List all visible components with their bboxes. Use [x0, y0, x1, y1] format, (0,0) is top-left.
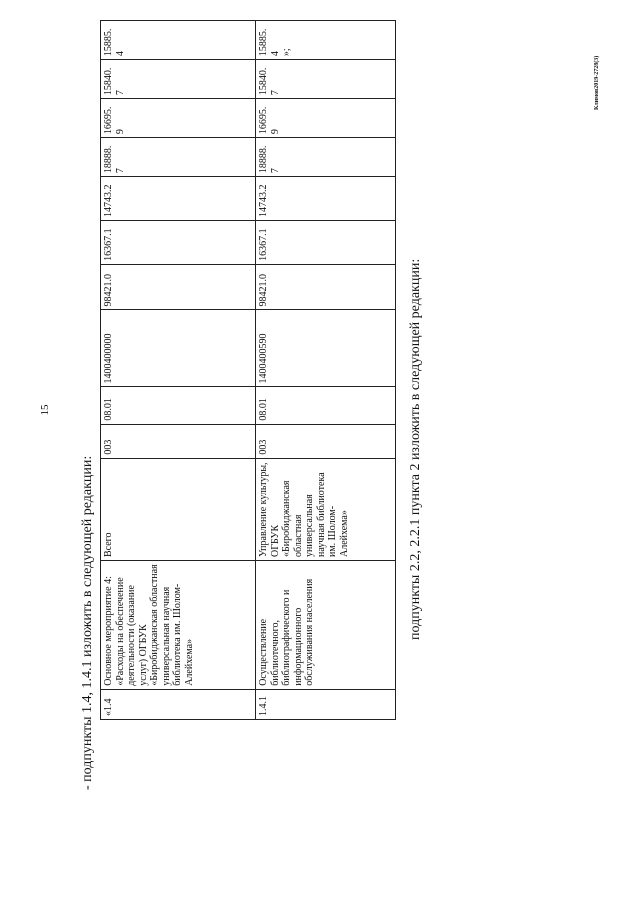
year-3-amount: 18888.7	[101, 138, 256, 177]
year-4-amount: 16695.9	[101, 99, 256, 138]
year-1-amount: 16367.1	[101, 221, 256, 265]
kcsr-code: 1400400000	[101, 310, 256, 387]
executor: Управление культуры, ОГБУК «Биробиджанская областная универсальная научная библиотека им. Шолом-Алейхема»	[256, 458, 396, 560]
section-code: 08.01	[256, 387, 396, 424]
grbs-code: 003	[101, 424, 256, 458]
executor: Всего	[101, 458, 256, 560]
total-amount: 98421.0	[101, 264, 256, 310]
grbs-code: 003	[256, 424, 396, 458]
year-5-amount: 15840.7	[101, 60, 256, 99]
section-code: 08.01	[101, 387, 256, 424]
heading-subitems-1-4: - подпункты 1.4, 1.4.1 изложить в следующей редакции:	[80, 455, 95, 790]
activity-name: Осуществление библиотечного, библиографического и информационного обслуживания населения	[256, 561, 396, 690]
year-6-value: 15885.4	[103, 28, 126, 57]
row-number: «1.4	[101, 689, 256, 719]
year-6-value: 15885.4	[258, 28, 281, 57]
kcsr-code: 1400400590	[256, 310, 396, 387]
activity-name: Основное мероприятие 4: «Расходы на обеспечение деятельности (оказание услуг) ОГБУК «Биробиджанская областная универсальная научная библиотека им. Шолом-Алейхема»	[101, 561, 256, 690]
year-1-amount: 16367.1	[256, 221, 396, 265]
closing-quote: »;	[281, 48, 292, 57]
table-row	[256, 21, 396, 720]
total-amount: 98421.0	[256, 264, 396, 310]
year-6-amount	[256, 21, 396, 60]
table-row	[101, 21, 256, 720]
row-number: 1.4.1	[256, 689, 396, 719]
budget-table	[100, 20, 396, 720]
page-number: 15	[39, 404, 51, 416]
year-2-amount: 14743.2	[101, 177, 256, 221]
year-5-amount: 15840.7	[256, 60, 396, 99]
year-3-amount: 18888.7	[256, 138, 396, 177]
year-6-amount	[101, 21, 256, 60]
year-4-amount: 16695.9	[256, 99, 396, 138]
document-id: Климов2019-2728(3)	[594, 55, 600, 110]
heading-subitems-2-2: подпункты 2.2, 2.2.1 пункта 2 изложить в следующей редакции:	[408, 258, 423, 640]
year-2-amount: 14743.2	[256, 177, 396, 221]
rotated-page-content	[68, 20, 423, 820]
